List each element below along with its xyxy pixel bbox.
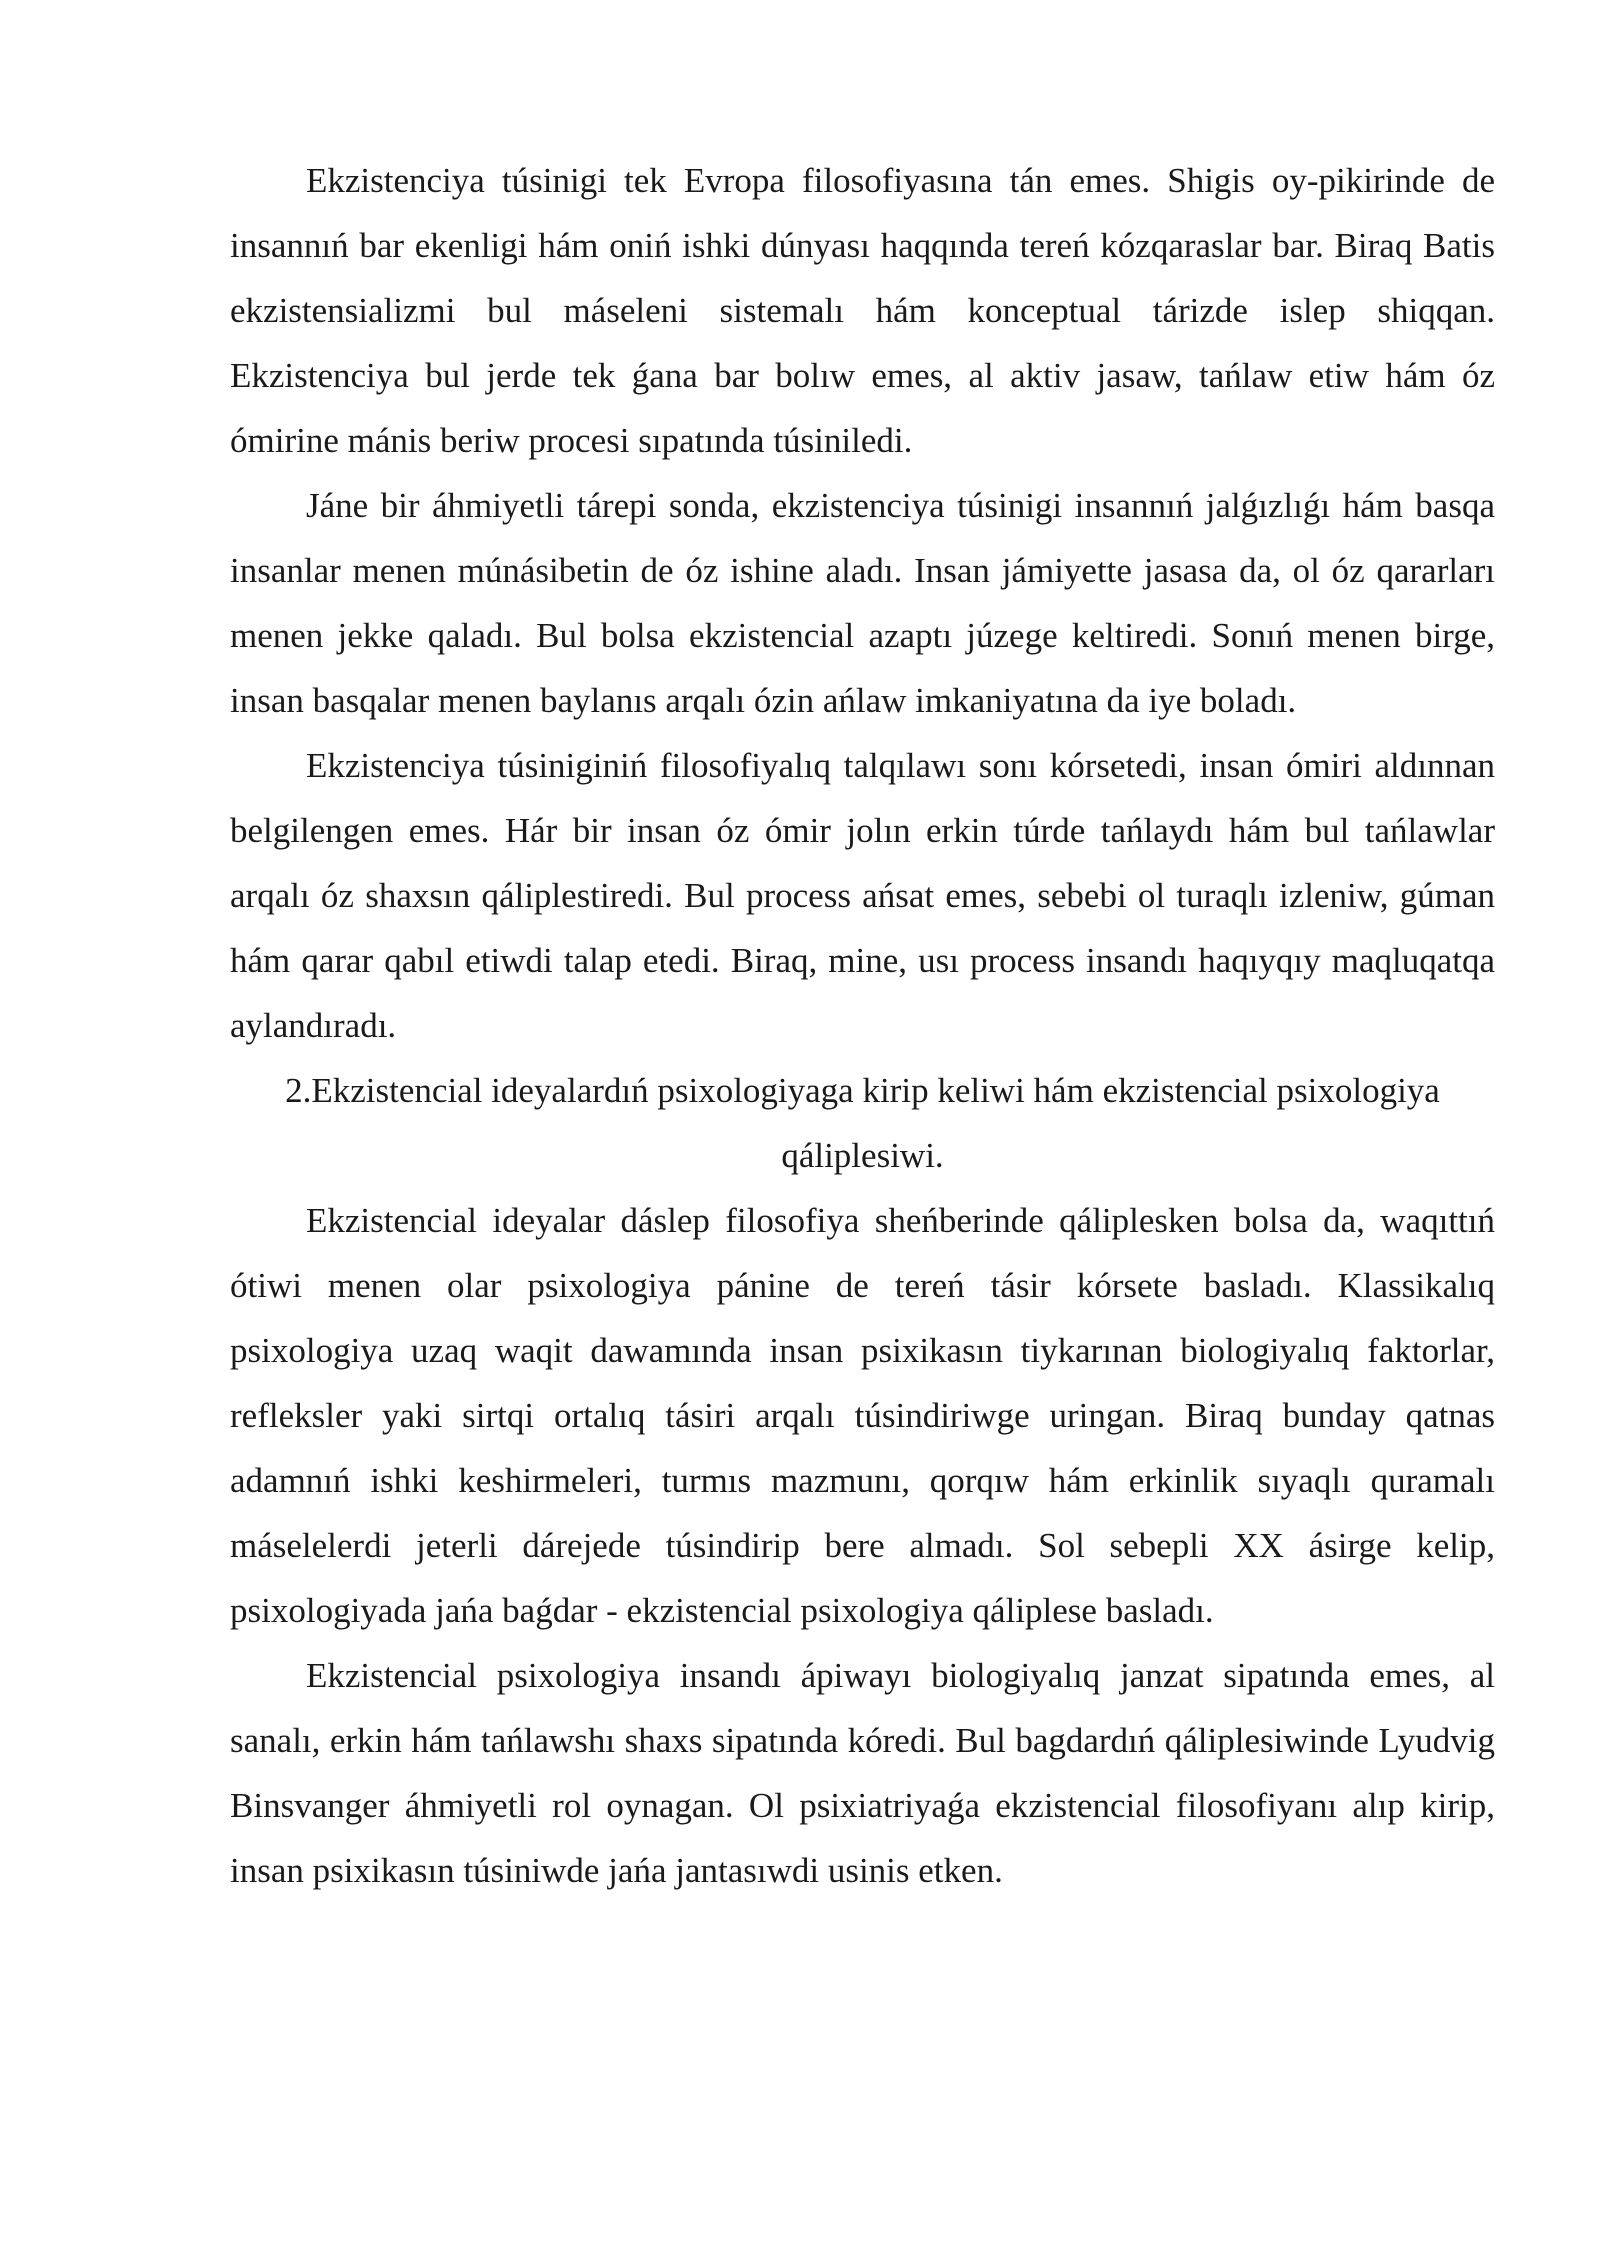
document-body [230,148,1495,1903]
paragraph-4: Ekzistencial ideyalar dáslep filosofiya sheńberinde qáliplesken bolsa da, waqıttıń ótiwi menen olar psixologiya pánine de tereń tásir kórsete basladı. Klassikalıq psixologiya uzaq waqit dawamında insan psixikasın tiykarınan biologiyalıq faktorlar, refleksler yaki sirtqi ortalıq tásiri arqalı túsindiriwge uringan. Biraq bunday qatnas adamnıń ishki keshirmeleri, turmıs mazmunı, qorqıw hám erkinlik sıyaqlı quramalı máselelerdi jeterli dárejede túsindirip bere almadı. Sol sebepli XX ásirge kelip, psixologiyada jańa baǵdar - ekzistencial psixologiya qáliplese basladı. [230,1201,1495,1630]
paragraph-2: Jáne bir áhmiyetli tárepi sonda, ekzistenciya túsinigi insannıń jalǵızlıǵı hám basqa insanlar menen múnásibetin de óz ishine aladı. Insan jámiyette jasasa da, ol óz qararları menen jekke qaladı. Bul bolsa ekzistencial azaptı júzege keltiredi. Sonıń menen birge, insan basqalar menen baylanıs arqalı ózin ańlaw imkaniyatına da iye boladı. [230,486,1495,720]
paragraph-3: Ekzistenciya túsiniginiń filosofiyalıq talqılawı sonı kórsetedi, insan ómiri aldınnan belgilengen emes. Hár bir insan óz ómir jolın erkin túrde tańlaydı hám bul tańlawlar arqalı óz shaxsın qáliplestiredi. Bul process ańsat emes, sebebi ol turaqlı izleniw, gúman hám qarar qabıl etiwdi talap etedi. Biraq, mine, usı process insandı haqıyqıy maqluqatqa aylandıradı. [230,746,1495,1045]
paragraph-5: Ekzistencial psixologiya insandı ápiwayı biologiyalıq janzat sipatında emes, al sanalı, erkin hám tańlawshı shaxs sipatında kóredi. Bul bagdardıń qáliplesiwinde Lyudvig Binsvanger áhmiyetli rol oynagan. Ol psixiatriyaǵa ekzistencial filosofiyanı alıp kirip, insan psixikasın túsiniwde jańa jantasıwdi usinis etken. [230,1656,1495,1890]
section-heading: 2.Ekzistencial ideyalardıń psixologiyaga kirip keliwi hám ekzistencial psixologiya qáliplesiwi. [285,1071,1440,1175]
paragraph-1: Ekzistenciya túsinigi tek Evropa filosofiyasına tán emes. Shigis oy-pikirinde de insannıń bar ekenligi hám oniń ishki dúnyası haqqında tereń kózqaraslar bar. Biraq Batis ekzistensializmi bul máseleni sistemalı hám konceptual tárizde islep shiqqan. Ekzistenciya bul jerde tek ǵana bar bolıw emes, al aktiv jasaw, tańlaw etiw hám óz ómirine mánis beriw procesi sıpatında túsiniledi. [230,161,1495,460]
